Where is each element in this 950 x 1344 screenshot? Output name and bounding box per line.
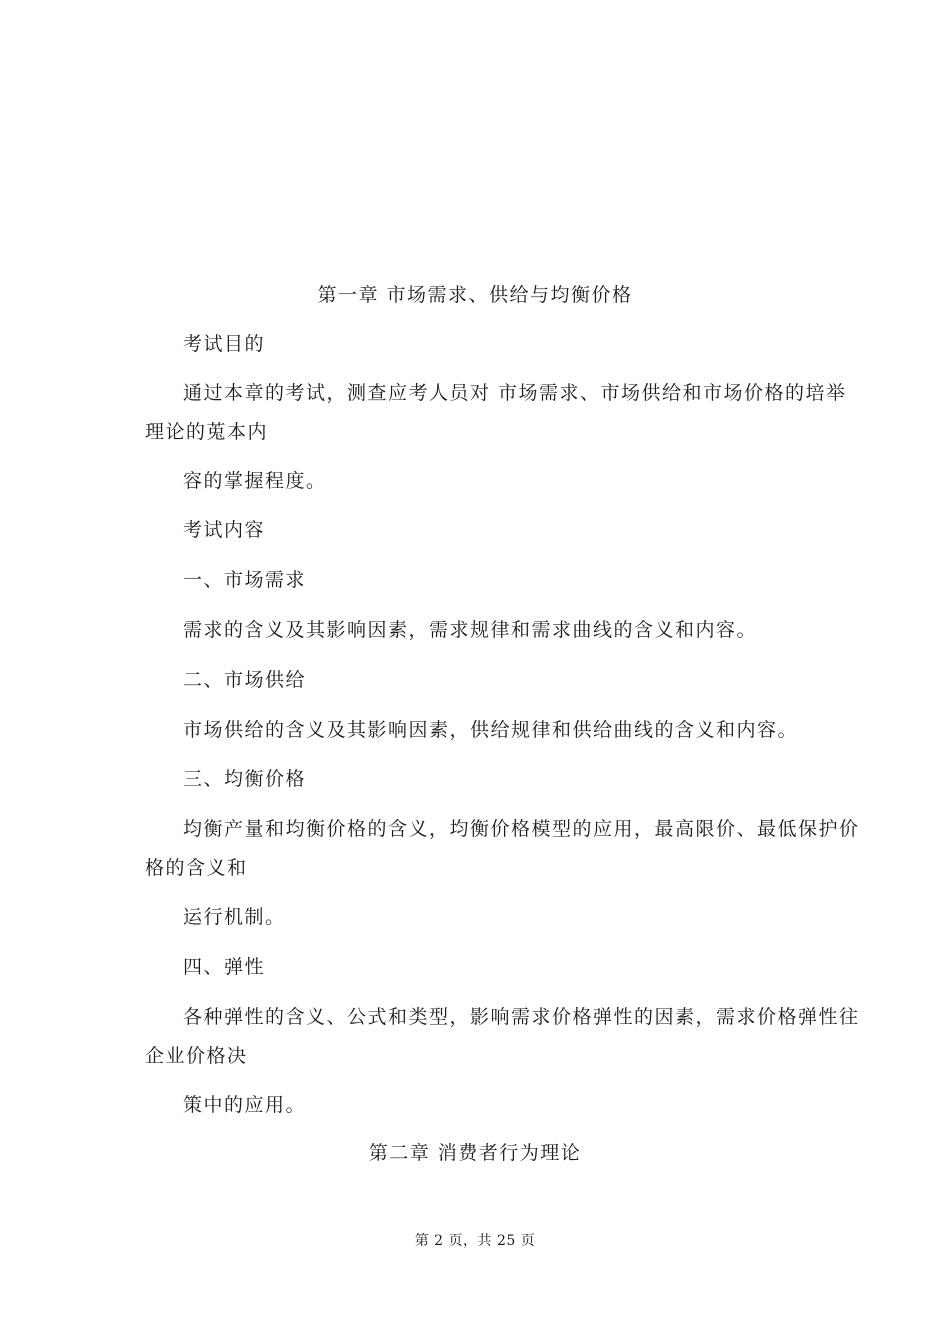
section-1-body: 需求的含义及其影响因素，需求规律和需求曲线的含义和内容。 (183, 619, 758, 641)
section-2-heading: 二、市场供给 (183, 669, 307, 691)
page-number: 第 2 页，共 25 页 (414, 1233, 536, 1249)
chapter-2-title: 第二章 消费者行为理论 (368, 1142, 582, 1164)
section-4-heading: 四、弹性 (183, 956, 266, 978)
exam-purpose-text-line2: 理论的莵本内 (145, 421, 269, 443)
section-3-heading: 三、均衡价格 (183, 768, 307, 790)
exam-purpose-heading: 考试目的 (183, 333, 266, 355)
section-4-body-line3: 策中的应用。 (183, 1094, 307, 1116)
chapter-1-title: 第一章 市场需求、供给与均衡价格 (317, 284, 633, 306)
exam-content-heading: 考试内容 (183, 519, 266, 541)
section-4-body-line1: 各种弹性的含义、公式和类型，影响需求价格弹性的因素，需求价格弹性往 (183, 1006, 860, 1028)
section-2-body: 市场供给的含义及其影响因素，供给规律和供给曲线的含义和内容。 (183, 719, 799, 741)
section-3-body-line3: 运行机制。 (183, 906, 286, 928)
exam-purpose-text-line1: 通过本章的考试，测查应考人员对 市场需求、市场供给和市场价格的培举 (183, 382, 847, 404)
section-3-body-line2: 格的含义和 (145, 857, 248, 879)
section-3-body-line1: 均衡产量和均衡价格的含义，均衡价格模型的应用，最高限价、最低保护价 (183, 818, 860, 840)
section-1-heading: 一、市场需求 (183, 569, 307, 591)
exam-purpose-text-line3: 容的掌握程度。 (183, 470, 327, 492)
section-4-body-line2: 企业价格决 (145, 1045, 248, 1067)
